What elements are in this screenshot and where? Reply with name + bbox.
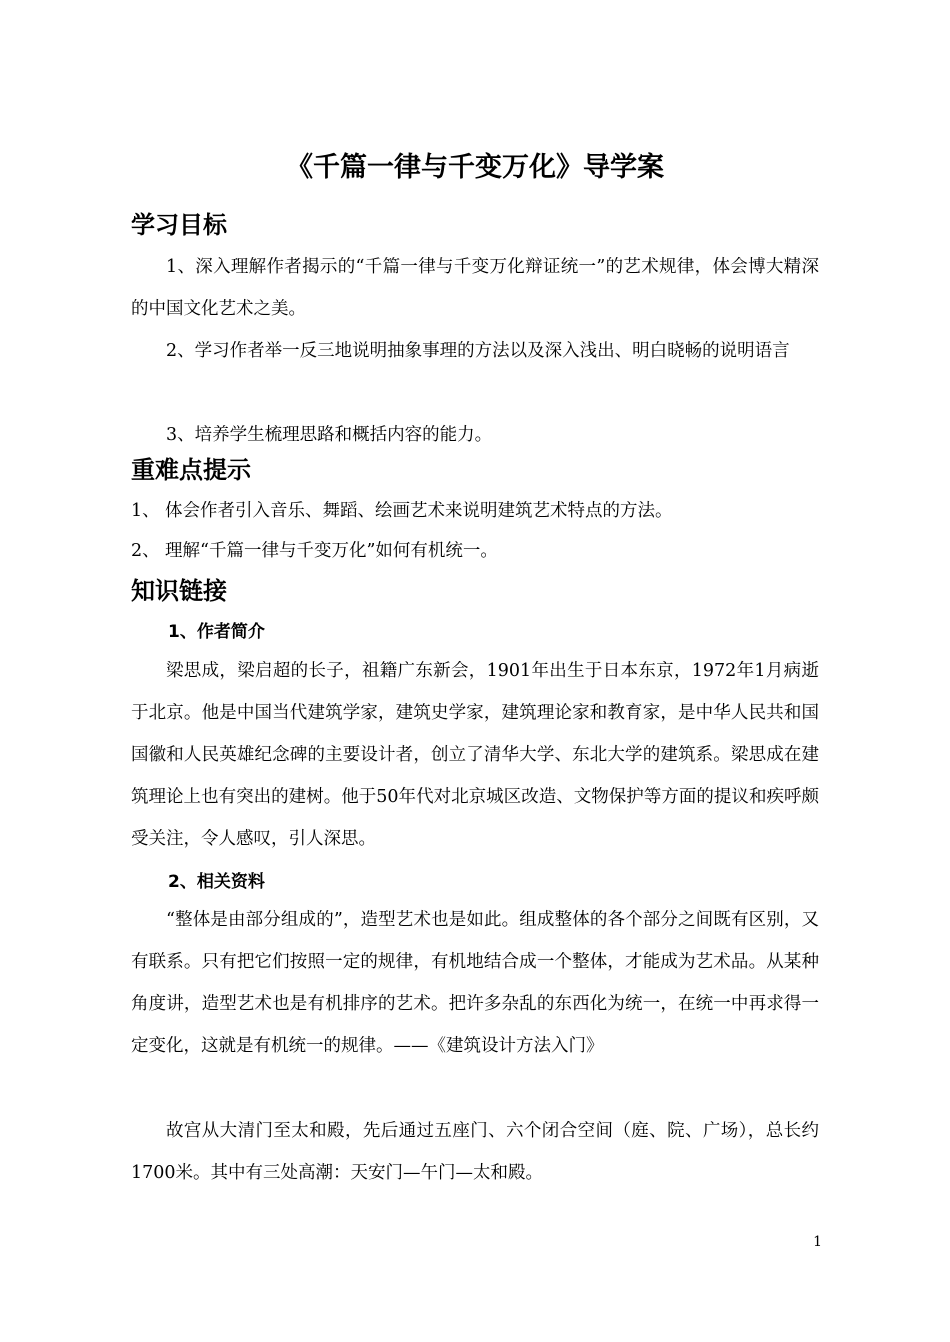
keypoint-item-1 (131, 496, 673, 526)
author-intro-paragraph: 梁思成，梁启超的长子，祖籍广东新会，1901年出生于日本东京，1972年1月病逝于北京。他是中国当代建筑学家，建筑史学家，建筑理论家和教育家，是中华人民共和国国徽和人民英雄纪念碑的主要设计者，创立了清华大学、东北大学的建筑系。梁思成在建筑理论上也有突出的建树。他于50年代对北京城区改造、文物保护等方面的提议和疾呼颇受关注，令人感叹，引人深思。 (131, 661, 819, 849)
subheading-related-materials: 2、相关资料 (168, 872, 265, 892)
keypoint-text: 体会作者引入音乐、舞蹈、绘画艺术来说明建筑艺术特点的方法。 (165, 501, 673, 521)
keypoint-number: 2、 (131, 541, 160, 561)
quote-text: “整体是由部分组成的”，造型艺术也是如此。组成整体的各个部分之间既有区别，又有联系。只有把它们按照一定的规律，有机地结合成一个整体，才能成为艺术品。从某种角度讲，造型艺术也是有机排序的艺术。把许多杂乱的东西化为统一，在统一中再求得一定变化，这就是有机统一的规律。 (131, 910, 819, 1056)
keypoint-item-2 (131, 536, 498, 566)
section-heading-knowledge: 知识链接 (131, 577, 227, 605)
quote-source: ——《建筑设计方法入门》 (393, 1036, 604, 1056)
quote-paragraph (131, 899, 819, 1067)
section-heading-goals: 学习目标 (131, 211, 227, 239)
section-heading-keypoints: 重难点提示 (131, 456, 251, 484)
goal-item-2: 2、学习作者举一反三地说明抽象事理的方法以及深入浅出、明白晓畅的说明语言 (166, 341, 790, 361)
keypoint-number: 1、 (131, 501, 160, 521)
goal-item-1: 1、深入理解作者揭示的“千篇一律与千变万化辩证统一”的艺术规律，体会博大精深的中国文化艺术之美。 (131, 257, 819, 319)
keypoint-text: 理解“千篇一律与千变万化”如何有机统一。 (165, 541, 498, 561)
document-title: 《千篇一律与千变万化》导学案 (286, 152, 664, 183)
goal-item-3: 3、培养学生梳理思路和概括内容的能力。 (166, 425, 493, 445)
palace-paragraph: 故宫从大清门至太和殿，先后通过五座门、六个闭合空间（庭、院、广场），总长约1700米。其中有三处高潮：天安门—午门—太和殿。 (131, 1121, 819, 1183)
subheading-author-intro: 1、作者简介 (168, 622, 265, 642)
page-number: 1 (813, 1234, 822, 1250)
